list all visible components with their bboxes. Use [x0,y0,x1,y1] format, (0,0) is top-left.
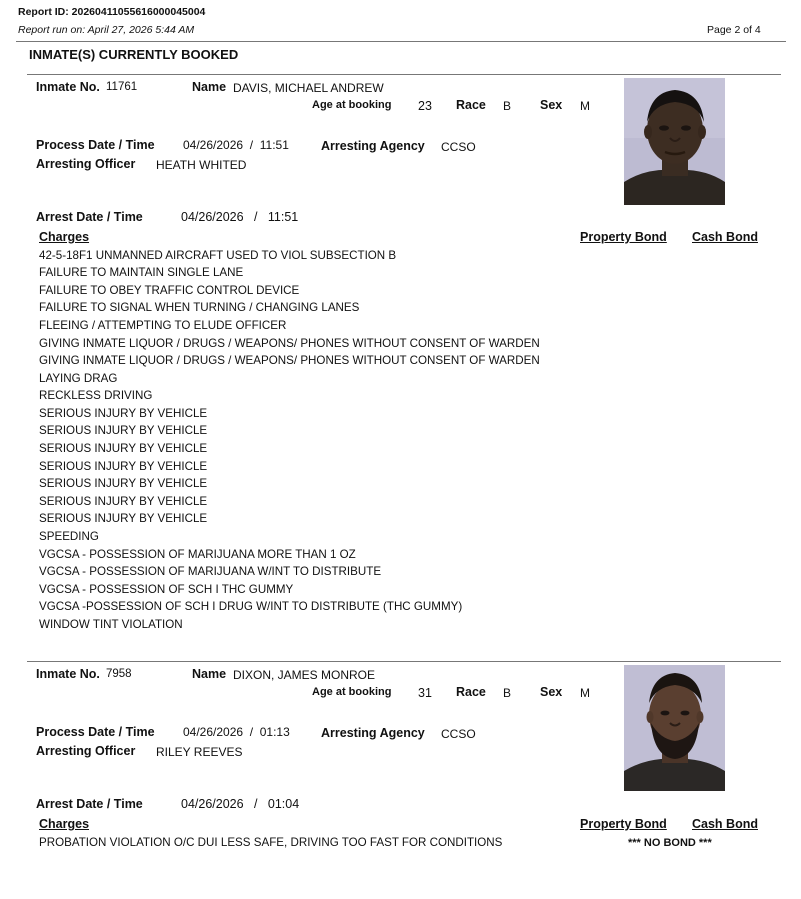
arresting-agency-value: CCSO [441,140,476,154]
charge-item: GIVING INMATE LIQUOR / DRUGS / WEAPONS/ PHONES WITHOUT CONSENT OF WARDEN [39,337,540,350]
sex-label: Sex [540,685,563,699]
charge-item: SERIOUS INJURY BY VEHICLE [39,495,208,508]
inmate-1-divider [27,74,781,75]
race-value: B [503,99,512,113]
cash-bond-heading: Cash Bond [692,817,758,831]
arresting-officer-value: HEATH WHITED [156,158,247,172]
race-value: B [503,686,512,700]
report-run-on: Report run on: April 27, 2026 5:44 AM [18,24,195,36]
charge-item: FLEEING / ATTEMPTING TO ELUDE OFFICER [39,319,287,332]
process-date-label: Process Date / Time [36,138,155,152]
inmate-name: DIXON, JAMES MONROE [233,668,376,682]
section-title: INMATE(S) CURRENTLY BOOKED [29,47,239,62]
cash-bond-heading: Cash Bond [692,230,758,244]
age-value: 31 [418,686,432,700]
inmate-number: 7958 [106,668,132,680]
sex-value: M [580,99,590,113]
age-label: Age at booking [312,99,392,111]
charge-item: PROBATION VIOLATION O/C DUI LESS SAFE, DRIVING TOO FAST FOR CONDITIONS [39,836,503,849]
inmate-photo [624,665,725,791]
bond-note: *** NO BOND *** [628,837,712,849]
report-id: Report ID: 20260411055616000045004 [18,6,206,18]
charge-item: FAILURE TO SIGNAL WHEN TURNING / CHANGING LANES [39,301,360,314]
charge-item: SERIOUS INJURY BY VEHICLE [39,424,208,437]
sex-label: Sex [540,98,563,112]
property-bond-heading: Property Bond [580,230,667,244]
charge-item: VGCSA - POSSESSION OF SCH I THC GUMMY [39,583,294,596]
arrest-date-value: 04/26/2026 / 01:04 [181,797,300,811]
inmate-2-divider [27,661,781,662]
process-date-value: 04/26/2026 / 11:51 [183,138,289,152]
name-label: Name [192,80,227,94]
inmate-no-label: Inmate No. [36,667,100,681]
charge-item: SERIOUS INJURY BY VEHICLE [39,442,208,455]
charge-item: VGCSA -POSSESSION OF SCH I DRUG W/INT TO DISTRIBUTE (THC GUMMY) [39,600,463,613]
age-value: 23 [418,99,432,113]
charge-item: SERIOUS INJURY BY VEHICLE [39,512,208,525]
charge-item: 42-5-18F1 UNMANNED AIRCRAFT USED TO VIOL SUBSECTION B [39,249,397,262]
arresting-agency-value: CCSO [441,727,476,741]
race-label: Race [456,685,486,699]
charge-item: FAILURE TO MAINTAIN SINGLE LANE [39,266,244,279]
inmate-name: DAVIS, MICHAEL ANDREW [233,81,384,95]
charge-item: FAILURE TO OBEY TRAFFIC CONTROL DEVICE [39,284,300,297]
sex-value: M [580,686,590,700]
arresting-officer-label: Arresting Officer [36,744,136,758]
arrest-date-value: 04/26/2026 / 11:51 [181,210,299,224]
header-rule [16,41,786,42]
age-label: Age at booking [312,686,392,698]
arresting-officer-value: RILEY REEVES [156,745,243,759]
arrest-date-label: Arrest Date / Time [36,797,143,811]
name-label: Name [192,667,227,681]
charge-item: SERIOUS INJURY BY VEHICLE [39,460,208,473]
charge-item: VGCSA - POSSESSION OF MARIJUANA MORE THAN 1 OZ [39,548,356,561]
charge-item: GIVING INMATE LIQUOR / DRUGS / WEAPONS/ PHONES WITHOUT CONSENT OF WARDEN [39,354,540,367]
race-label: Race [456,98,486,112]
inmate-no-label: Inmate No. [36,80,100,94]
charge-item: SPEEDING [39,530,99,543]
process-date-label: Process Date / Time [36,725,155,739]
charge-item: LAYING DRAG [39,372,118,385]
inmate-photo [624,78,725,205]
arrest-date-label: Arrest Date / Time [36,210,143,224]
charge-item: SERIOUS INJURY BY VEHICLE [39,407,208,420]
arresting-agency-label: Arresting Agency [321,139,425,153]
process-date-value: 04/26/2026 / 01:13 [183,725,290,739]
charges-heading: Charges [39,817,90,831]
charge-item: RECKLESS DRIVING [39,389,153,402]
charge-item: SERIOUS INJURY BY VEHICLE [39,477,208,490]
inmate-number: 11761 [106,81,138,93]
arresting-agency-label: Arresting Agency [321,726,425,740]
page-number: Page 2 of 4 [707,24,761,36]
charge-item: WINDOW TINT VIOLATION [39,618,183,631]
charges-heading: Charges [39,230,90,244]
property-bond-heading: Property Bond [580,817,667,831]
arresting-officer-label: Arresting Officer [36,157,136,171]
charge-item: VGCSA - POSSESSION OF MARIJUANA W/INT TO DISTRIBUTE [39,565,382,578]
